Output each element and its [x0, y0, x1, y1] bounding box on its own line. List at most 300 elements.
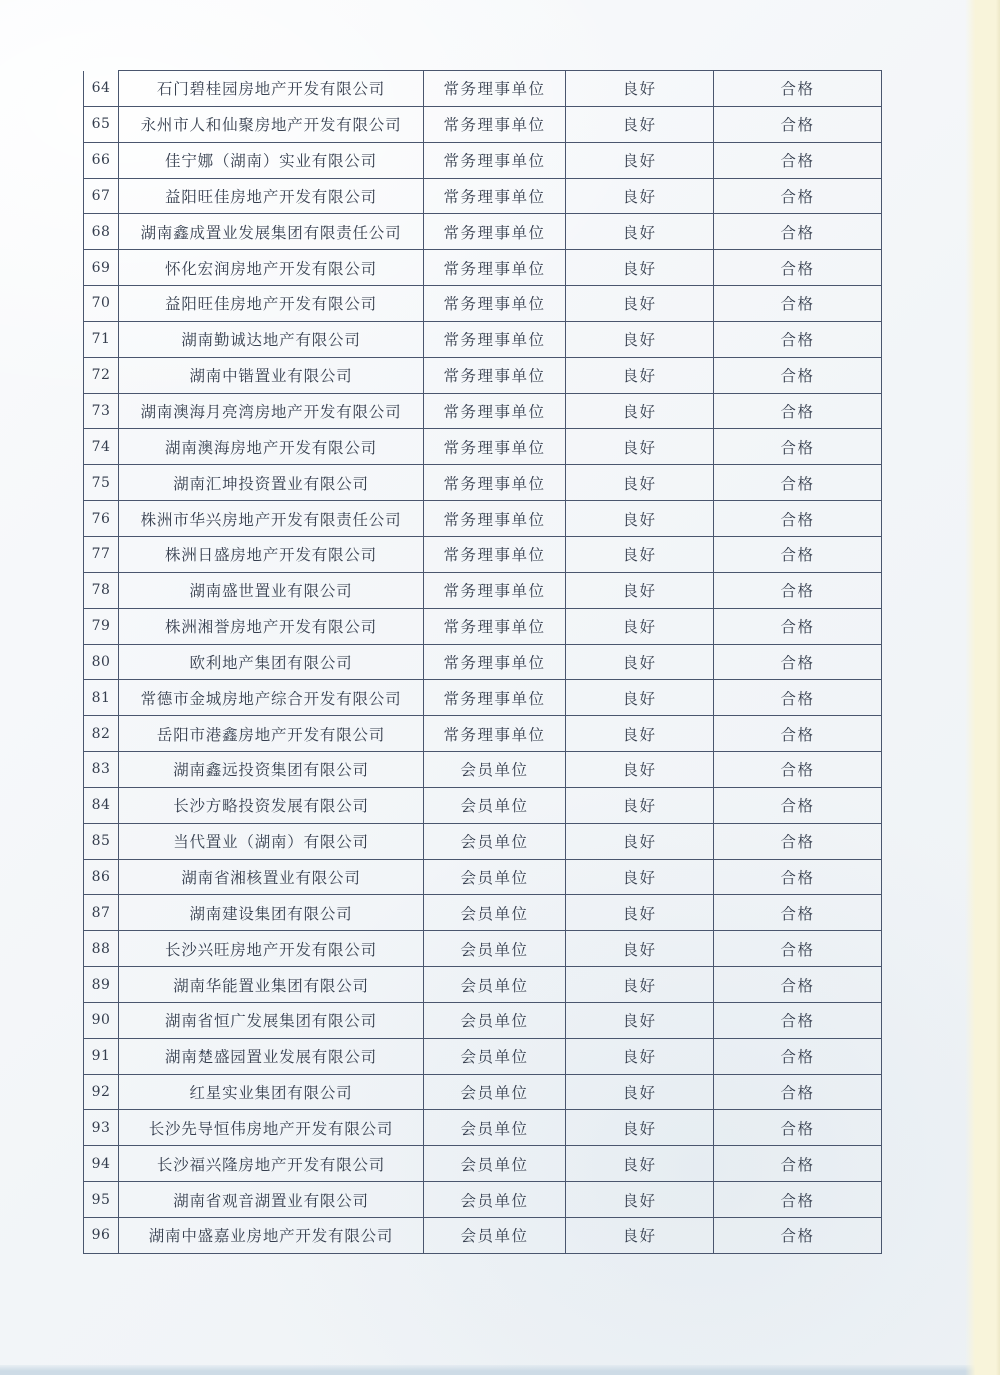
rating-cell	[566, 1146, 714, 1182]
table-row	[84, 716, 882, 752]
result-cell	[714, 608, 882, 644]
row-number: 73	[91, 403, 111, 420]
row-number: 89	[91, 976, 111, 993]
result: 合格	[780, 438, 815, 457]
table-row	[84, 465, 882, 501]
row-number: 86	[91, 868, 111, 885]
membership-type: 会员单位	[460, 833, 529, 852]
result-cell	[714, 1002, 882, 1038]
company-name: 湖南中盛嘉业房地产开发有限公司	[148, 1227, 394, 1246]
rating-cell	[566, 178, 714, 214]
membership-type: 常务理事单位	[443, 582, 546, 601]
rating-cell	[566, 1074, 714, 1110]
company-name: 湖南华能置业集团有限公司	[173, 976, 369, 995]
company-name: 湖南中锴置业有限公司	[189, 367, 353, 386]
result-cell	[714, 214, 882, 250]
rating-cell	[566, 967, 714, 1003]
result-cell	[714, 501, 882, 537]
rating: 良好	[622, 833, 657, 852]
rating: 良好	[622, 976, 657, 995]
result: 合格	[780, 833, 815, 852]
row-number: 85	[91, 833, 111, 850]
rating: 良好	[622, 1191, 657, 1210]
membership-type-cell	[424, 859, 566, 895]
company-name-cell	[119, 214, 424, 250]
company-name-cell	[119, 250, 424, 286]
membership-type-cell	[424, 1218, 566, 1254]
company-name-cell	[119, 1146, 424, 1182]
company-name-cell	[119, 393, 424, 429]
row-number: 82	[91, 725, 111, 742]
company-name: 欧利地产集团有限公司	[189, 653, 353, 672]
result-cell	[714, 250, 882, 286]
rating-cell	[566, 321, 714, 357]
company-name: 佳宁娜（湖南）实业有限公司	[165, 152, 377, 171]
table-row	[84, 680, 882, 716]
rating-cell	[566, 465, 714, 501]
row-number-cell	[84, 1074, 119, 1110]
table-row	[84, 357, 882, 393]
row-number: 76	[91, 510, 111, 527]
rating: 良好	[622, 331, 657, 350]
membership-type-cell	[424, 286, 566, 322]
company-name: 湖南勤诚达地产有限公司	[181, 331, 361, 350]
row-number-cell	[84, 823, 119, 859]
result-cell	[714, 859, 882, 895]
rating: 良好	[622, 80, 657, 99]
table-row	[84, 1182, 882, 1218]
table-row	[84, 71, 882, 107]
rating: 良好	[622, 1084, 657, 1103]
membership-type: 会员单位	[460, 1191, 529, 1210]
company-name: 湖南楚盛园置业发展有限公司	[165, 1048, 377, 1067]
result-cell	[714, 787, 882, 823]
company-name: 湖南澳海月亮湾房地产开发有限公司	[140, 403, 402, 422]
row-number: 64	[91, 80, 111, 97]
row-number-cell	[84, 644, 119, 680]
company-name: 湖南省恒广发展集团有限公司	[165, 1012, 377, 1031]
row-number: 75	[91, 474, 111, 491]
company-name-cell	[119, 1218, 424, 1254]
membership-type: 常务理事单位	[443, 403, 546, 422]
company-name-cell	[119, 142, 424, 178]
membership-type: 会员单位	[460, 1084, 529, 1103]
result: 合格	[780, 868, 815, 887]
row-number-cell	[84, 357, 119, 393]
rating: 良好	[622, 1227, 657, 1246]
rating: 良好	[622, 223, 657, 242]
company-name: 长沙方略投资发展有限公司	[173, 797, 369, 816]
table-row	[84, 572, 882, 608]
membership-type-cell	[424, 393, 566, 429]
membership-type: 常务理事单位	[443, 653, 546, 672]
result-cell	[714, 752, 882, 788]
membership-type-cell	[424, 250, 566, 286]
membership-type: 常务理事单位	[443, 223, 546, 242]
membership-type: 常务理事单位	[443, 546, 546, 565]
company-name: 红星实业集团有限公司	[189, 1084, 353, 1103]
rating-cell	[566, 644, 714, 680]
row-number-cell	[84, 1218, 119, 1254]
result: 合格	[780, 904, 815, 923]
rating: 良好	[622, 689, 657, 708]
rating-cell	[566, 895, 714, 931]
membership-type: 会员单位	[460, 940, 529, 959]
result: 合格	[780, 80, 815, 99]
table-row	[84, 752, 882, 788]
company-name-cell	[119, 465, 424, 501]
membership-type: 会员单位	[460, 797, 529, 816]
company-name-cell	[119, 1038, 424, 1074]
row-number: 69	[91, 259, 111, 276]
table-row	[84, 1038, 882, 1074]
result-cell	[714, 286, 882, 322]
rating-cell	[566, 572, 714, 608]
table-row	[84, 1218, 882, 1254]
row-number-cell	[84, 321, 119, 357]
membership-type-cell	[424, 680, 566, 716]
row-number: 72	[91, 367, 111, 384]
membership-type-cell	[424, 608, 566, 644]
company-name-cell	[119, 572, 424, 608]
rating: 良好	[622, 761, 657, 780]
table-row	[84, 286, 882, 322]
rating-cell	[566, 787, 714, 823]
company-name-cell	[119, 178, 424, 214]
row-number: 84	[91, 797, 111, 814]
result: 合格	[780, 403, 815, 422]
table-row	[84, 393, 882, 429]
company-name: 常德市金城房地产综合开发有限公司	[140, 689, 402, 708]
company-name: 益阳旺佳房地产开发有限公司	[165, 187, 377, 206]
result-cell	[714, 465, 882, 501]
company-name: 当代置业（湖南）有限公司	[173, 833, 369, 852]
table-row	[84, 787, 882, 823]
rating: 良好	[622, 797, 657, 816]
table-row	[84, 608, 882, 644]
rating: 良好	[622, 546, 657, 565]
result-cell	[714, 536, 882, 572]
membership-type-cell	[424, 465, 566, 501]
membership-type-cell	[424, 1074, 566, 1110]
result: 合格	[780, 1227, 815, 1246]
company-name: 永州市人和仙聚房地产开发有限公司	[140, 116, 402, 135]
rating: 良好	[622, 653, 657, 672]
result: 合格	[780, 761, 815, 780]
result-cell	[714, 680, 882, 716]
rating: 良好	[622, 904, 657, 923]
result-cell	[714, 429, 882, 465]
company-name-cell	[119, 1110, 424, 1146]
result-cell	[714, 1110, 882, 1146]
rating: 良好	[622, 187, 657, 206]
membership-type: 常务理事单位	[443, 689, 546, 708]
result: 合格	[780, 152, 815, 171]
rating-cell	[566, 1110, 714, 1146]
membership-type: 常务理事单位	[443, 438, 546, 457]
result: 合格	[780, 618, 815, 637]
result: 合格	[780, 116, 815, 135]
row-number-cell	[84, 250, 119, 286]
result-cell	[714, 106, 882, 142]
membership-type: 常务理事单位	[443, 474, 546, 493]
result: 合格	[780, 1084, 815, 1103]
result: 合格	[780, 725, 815, 744]
membership-type-cell	[424, 931, 566, 967]
result: 合格	[780, 474, 815, 493]
result-cell	[714, 823, 882, 859]
result: 合格	[780, 582, 815, 601]
company-name-cell	[119, 680, 424, 716]
membership-type-cell	[424, 787, 566, 823]
row-number-cell	[84, 429, 119, 465]
membership-type-cell	[424, 1038, 566, 1074]
rating: 良好	[622, 1119, 657, 1138]
rating-cell	[566, 752, 714, 788]
table-row	[84, 214, 882, 250]
membership-type-cell	[424, 1110, 566, 1146]
rating-cell	[566, 716, 714, 752]
table-body	[84, 71, 882, 1254]
row-number: 83	[91, 761, 111, 778]
rating-cell	[566, 142, 714, 178]
company-name: 湖南盛世置业有限公司	[189, 582, 353, 601]
membership-type-cell	[424, 1146, 566, 1182]
result-cell	[714, 393, 882, 429]
company-name: 株洲日盛房地产开发有限公司	[165, 546, 377, 565]
table-row	[84, 967, 882, 1003]
rating-cell	[566, 823, 714, 859]
rating-cell	[566, 859, 714, 895]
rating: 良好	[622, 438, 657, 457]
rating: 良好	[622, 403, 657, 422]
row-number-cell	[84, 572, 119, 608]
membership-type-cell	[424, 716, 566, 752]
company-name: 株洲市华兴房地产开发有限责任公司	[140, 510, 402, 529]
membership-type: 常务理事单位	[443, 152, 546, 171]
company-name: 益阳旺佳房地产开发有限公司	[165, 295, 377, 314]
result: 合格	[780, 1048, 815, 1067]
rating: 良好	[622, 618, 657, 637]
company-name: 湖南鑫成置业发展集团有限责任公司	[140, 223, 402, 242]
company-name: 怀化宏润房地产开发有限公司	[165, 259, 377, 278]
membership-type-cell	[424, 71, 566, 107]
result-cell	[714, 321, 882, 357]
result-cell	[714, 895, 882, 931]
rating-cell	[566, 608, 714, 644]
row-number-cell	[84, 1110, 119, 1146]
result: 合格	[780, 653, 815, 672]
company-name-cell	[119, 321, 424, 357]
company-name: 岳阳市港鑫房地产开发有限公司	[156, 725, 386, 744]
rating: 良好	[622, 868, 657, 887]
membership-type: 会员单位	[460, 1012, 529, 1031]
result: 合格	[780, 546, 815, 565]
membership-type: 常务理事单位	[443, 331, 546, 350]
company-name-cell	[119, 644, 424, 680]
membership-type: 会员单位	[460, 1048, 529, 1067]
result: 合格	[780, 367, 815, 386]
membership-type-cell	[424, 1182, 566, 1218]
rating-cell	[566, 250, 714, 286]
result-cell	[714, 1146, 882, 1182]
table-row	[84, 644, 882, 680]
company-name-cell	[119, 967, 424, 1003]
table-row	[84, 250, 882, 286]
membership-type-cell	[424, 644, 566, 680]
company-name: 长沙福兴隆房地产开发有限公司	[156, 1155, 386, 1174]
row-number: 91	[91, 1048, 111, 1065]
rating-cell	[566, 1038, 714, 1074]
membership-type: 常务理事单位	[443, 116, 546, 135]
result-cell	[714, 178, 882, 214]
membership-type-cell	[424, 967, 566, 1003]
rating: 良好	[622, 474, 657, 493]
scan-edge-right	[965, 0, 1000, 1375]
table-row	[84, 321, 882, 357]
membership-type-cell	[424, 895, 566, 931]
company-name-cell	[119, 429, 424, 465]
row-number-cell	[84, 680, 119, 716]
company-name-cell	[119, 71, 424, 107]
result: 合格	[780, 510, 815, 529]
table-row	[84, 1110, 882, 1146]
row-number-cell	[84, 465, 119, 501]
row-number: 79	[91, 618, 111, 635]
membership-type: 常务理事单位	[443, 367, 546, 386]
company-name: 石门碧桂园房地产开发有限公司	[156, 80, 386, 99]
membership-type-cell	[424, 572, 566, 608]
membership-type: 会员单位	[460, 1155, 529, 1174]
result-cell	[714, 1038, 882, 1074]
membership-type-cell	[424, 752, 566, 788]
row-number: 78	[91, 582, 111, 599]
company-name-cell	[119, 823, 424, 859]
row-number: 92	[91, 1084, 111, 1101]
row-number: 87	[91, 904, 111, 921]
company-name: 长沙先导恒伟房地产开发有限公司	[148, 1119, 394, 1138]
result: 合格	[780, 940, 815, 959]
row-number: 77	[91, 546, 111, 563]
rating-cell	[566, 931, 714, 967]
result: 合格	[780, 295, 815, 314]
row-number: 90	[91, 1012, 111, 1029]
row-number-cell	[84, 967, 119, 1003]
table-row	[84, 142, 882, 178]
row-number-cell	[84, 787, 119, 823]
result: 合格	[780, 1119, 815, 1138]
row-number-cell	[84, 178, 119, 214]
result-cell	[714, 1182, 882, 1218]
company-name-cell	[119, 1182, 424, 1218]
row-number-cell	[84, 716, 119, 752]
row-number-cell	[84, 106, 119, 142]
membership-type: 常务理事单位	[443, 187, 546, 206]
row-number: 68	[91, 223, 111, 240]
table-row	[84, 895, 882, 931]
membership-type: 会员单位	[460, 761, 529, 780]
company-name-cell	[119, 1002, 424, 1038]
result: 合格	[780, 689, 815, 708]
company-name-cell	[119, 286, 424, 322]
result: 合格	[780, 976, 815, 995]
result-cell	[714, 644, 882, 680]
rating-cell	[566, 1002, 714, 1038]
company-name: 湖南省湘核置业有限公司	[181, 868, 361, 887]
company-name-cell	[119, 859, 424, 895]
membership-type-cell	[424, 1002, 566, 1038]
membership-type-cell	[424, 357, 566, 393]
company-name: 株洲湘誉房地产开发有限公司	[165, 618, 377, 637]
result-cell	[714, 1218, 882, 1254]
table-row	[84, 1002, 882, 1038]
table-row	[84, 106, 882, 142]
rating-cell	[566, 71, 714, 107]
row-number: 70	[91, 295, 111, 312]
row-number-cell	[84, 859, 119, 895]
row-number-cell	[84, 393, 119, 429]
company-name: 湖南鑫远投资集团有限公司	[173, 761, 369, 780]
company-name: 湖南省观音湖置业有限公司	[173, 1191, 369, 1210]
result-cell	[714, 716, 882, 752]
rating: 良好	[622, 510, 657, 529]
rating-cell	[566, 680, 714, 716]
table-row	[84, 859, 882, 895]
result-cell	[714, 357, 882, 393]
table-row	[84, 823, 882, 859]
company-name: 湖南建设集团有限公司	[189, 904, 353, 923]
company-name: 湖南澳海房地产开发有限公司	[165, 438, 377, 457]
rating: 良好	[622, 295, 657, 314]
membership-type-cell	[424, 142, 566, 178]
row-number-cell	[84, 608, 119, 644]
result: 合格	[780, 1155, 815, 1174]
company-name-cell	[119, 608, 424, 644]
rating-cell	[566, 1182, 714, 1218]
rating: 良好	[622, 259, 657, 278]
row-number-cell	[84, 286, 119, 322]
result: 合格	[780, 1012, 815, 1031]
row-number: 65	[91, 116, 111, 133]
result-cell	[714, 931, 882, 967]
rating: 良好	[622, 940, 657, 959]
rating: 良好	[622, 152, 657, 171]
company-name-cell	[119, 501, 424, 537]
result: 合格	[780, 223, 815, 242]
table-row	[84, 1146, 882, 1182]
company-name-cell	[119, 1074, 424, 1110]
scan-edge-bottom	[0, 1365, 1000, 1375]
result-cell	[714, 142, 882, 178]
row-number: 95	[91, 1191, 111, 1208]
row-number: 88	[91, 940, 111, 957]
rating-cell	[566, 214, 714, 250]
result: 合格	[780, 331, 815, 350]
row-number: 94	[91, 1155, 111, 1172]
table-row	[84, 931, 882, 967]
row-number: 74	[91, 438, 111, 455]
rating-cell	[566, 501, 714, 537]
table-row	[84, 536, 882, 572]
rating-cell	[566, 429, 714, 465]
membership-type-cell	[424, 214, 566, 250]
table-row	[84, 178, 882, 214]
membership-type: 会员单位	[460, 1227, 529, 1246]
membership-type: 会员单位	[460, 1119, 529, 1138]
row-number-cell	[84, 501, 119, 537]
row-number-cell	[84, 931, 119, 967]
company-name-cell	[119, 895, 424, 931]
